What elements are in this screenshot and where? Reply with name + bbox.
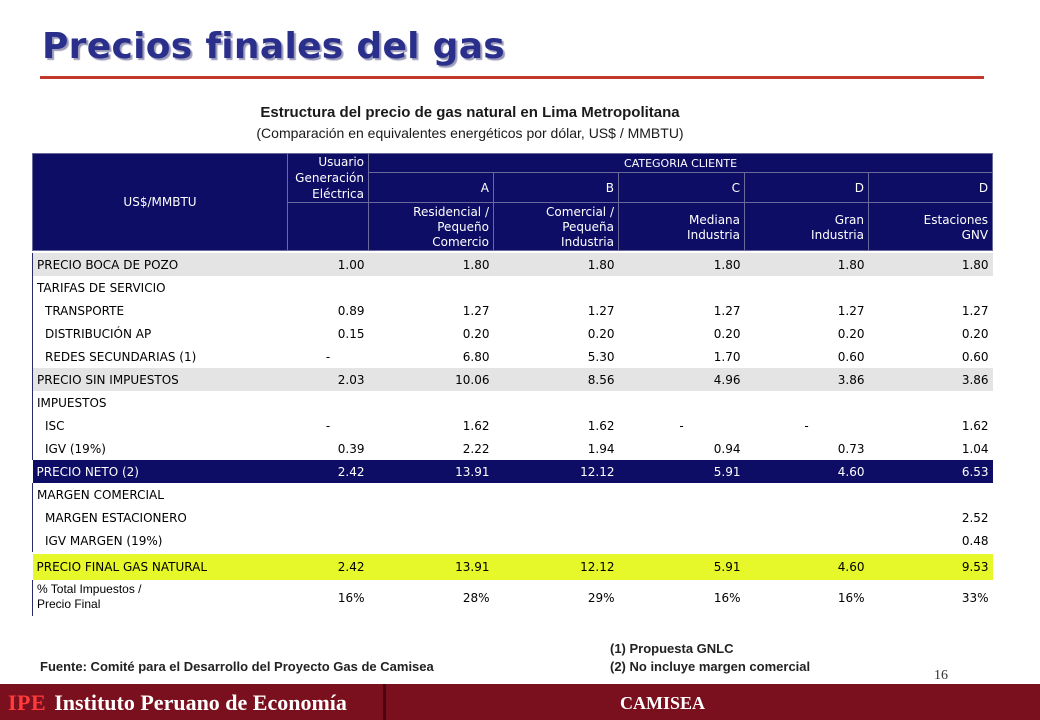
cell-value — [619, 483, 745, 506]
cell-value: 0.60 — [961, 349, 989, 364]
table-row — [33, 437, 993, 460]
cell-value: 5.30 — [587, 349, 615, 364]
segment-line: Gran — [834, 212, 864, 227]
cell-value: 1.27 — [462, 303, 490, 318]
footer-brand — [8, 690, 347, 716]
title-rule — [40, 76, 984, 79]
row-label: IMPUESTOS — [33, 391, 288, 414]
cell-value — [494, 529, 619, 552]
cell-value: 1.62 — [462, 418, 490, 433]
category-header: CATEGORIA CLIENTE — [369, 154, 993, 173]
page-number: 16 — [934, 668, 948, 683]
cell-value: 5.91 — [619, 554, 745, 580]
cell-value: 1.94 — [587, 441, 615, 456]
cell-value: 12.12 — [494, 460, 619, 483]
cell-value: 1.80 — [745, 253, 869, 276]
letter-d2: D — [869, 173, 993, 203]
cell-value — [745, 506, 869, 529]
price-table-container — [32, 153, 992, 616]
cell-value: 0.20 — [713, 326, 741, 341]
ipe-logo-text: IPE — [8, 690, 47, 715]
cell-value — [369, 391, 494, 414]
row-label-line: % Total Impuestos / — [37, 582, 142, 596]
cell-value: 1.27 — [961, 303, 989, 318]
table-row — [33, 345, 993, 368]
row-label: PRECIO NETO (2) — [33, 460, 288, 483]
cell-value: 0.73 — [837, 441, 865, 456]
cell-value: 2.42 — [288, 460, 369, 483]
cell-value: 0.20 — [961, 326, 989, 341]
segment-b — [494, 203, 619, 251]
cell-value: 12.12 — [494, 554, 619, 580]
cell-value — [288, 483, 369, 506]
row-label: PRECIO BOCA DE POZO — [33, 253, 288, 276]
cell-value: - — [804, 418, 809, 433]
cell-value: 2.03 — [288, 368, 369, 391]
cell-value — [288, 391, 369, 414]
cell-value: 1.80 — [494, 253, 619, 276]
cell-value: 0.60 — [837, 349, 865, 364]
header-row-category — [33, 154, 993, 173]
cell-value: 8.56 — [494, 368, 619, 391]
row-label: MARGEN ESTACIONERO — [33, 506, 288, 529]
letter-d: D — [745, 173, 869, 203]
cell-value: 0.20 — [837, 326, 865, 341]
segment-line: Industria — [811, 227, 864, 242]
segment-line: GNV — [961, 227, 989, 242]
cell-value: 0.15 — [337, 326, 365, 341]
cell-value — [494, 391, 619, 414]
segment-c — [619, 203, 745, 251]
row-label: REDES SECUNDARIAS (1) — [33, 345, 288, 368]
cell-value — [619, 529, 745, 552]
cell-value — [745, 483, 869, 506]
segment-d1 — [745, 203, 869, 251]
cell-value: 1.70 — [713, 349, 741, 364]
segment-line: Comercio — [432, 235, 489, 249]
cell-value — [869, 483, 993, 506]
footnote-2: (2) No incluye margen comercial — [610, 659, 811, 674]
row-label: PRECIO FINAL GAS NATURAL — [33, 554, 288, 580]
segment-line: Residencial / — [413, 205, 489, 219]
segment-line: Pequeño — [437, 220, 489, 234]
cell-value: 0.94 — [713, 441, 741, 456]
row-label: MARGEN COMERCIAL — [33, 483, 288, 506]
cell-value — [869, 276, 993, 299]
cell-value: 2.52 — [961, 510, 989, 525]
cell-value: 5.91 — [619, 460, 745, 483]
row-label: TARIFAS DE SERVICIO — [33, 276, 288, 299]
cell-value — [369, 506, 494, 529]
cell-value — [619, 391, 745, 414]
table-row — [33, 391, 993, 414]
cell-value: 0.48 — [961, 533, 989, 548]
table-row — [33, 460, 993, 483]
table-row — [33, 299, 993, 322]
cell-value: - — [679, 418, 684, 433]
segment-d2 — [869, 203, 993, 251]
cell-value: 33% — [961, 590, 989, 605]
cell-value: 1.62 — [961, 418, 989, 433]
cell-value: 0.39 — [337, 441, 365, 456]
cell-value — [369, 276, 494, 299]
footer-divider — [383, 684, 386, 720]
footer-brand-panel — [0, 684, 383, 720]
cell-value: 29% — [587, 590, 615, 605]
segment-line: Comercial / — [546, 205, 614, 219]
table-row — [33, 554, 993, 580]
cell-value: 0.20 — [462, 326, 490, 341]
cell-value: 3.86 — [745, 368, 869, 391]
cell-value — [745, 276, 869, 299]
table-subtitle: (Comparación en equivalentes energéticos por dólar, US$ / MMBTU) — [256, 125, 684, 141]
cell-value: 4.60 — [745, 554, 869, 580]
letter-a: A — [369, 173, 494, 203]
segment-line: Pequeña — [562, 220, 614, 234]
table-row — [33, 483, 993, 506]
project-name: CAMISEA — [620, 693, 706, 713]
cell-value: 1.27 — [713, 303, 741, 318]
cell-value: - — [325, 418, 331, 433]
cell-value — [288, 276, 369, 299]
cell-value — [288, 529, 369, 552]
cell-value — [288, 506, 369, 529]
table-title: Estructura del precio de gas natural en Lima Metropolitana — [260, 104, 680, 121]
row-label-line: Precio Final — [37, 597, 101, 611]
footnotes — [610, 640, 810, 676]
institute-name: Instituto Peruano de Economía — [54, 690, 347, 715]
letter-c: C — [619, 173, 745, 203]
cell-value — [494, 483, 619, 506]
user-header-line: Generación — [295, 171, 364, 185]
cell-value: 2.42 — [288, 554, 369, 580]
cell-value: 1.62 — [587, 418, 615, 433]
row-label: IGV MARGEN (19%) — [33, 529, 288, 552]
cell-value — [745, 391, 869, 414]
segment-line: Mediana — [689, 212, 740, 227]
table-row — [33, 414, 993, 437]
cell-value: 1.00 — [288, 253, 369, 276]
segment-line: Estaciones — [923, 212, 989, 227]
unit-header: US$/MMBTU — [33, 154, 288, 251]
user-header-line: Usuario — [318, 155, 364, 169]
cell-value: 4.96 — [619, 368, 745, 391]
cell-value — [369, 483, 494, 506]
cell-value: 0.20 — [587, 326, 615, 341]
cell-value: 2.22 — [462, 441, 490, 456]
cell-value: 6.53 — [869, 460, 993, 483]
cell-value: - — [325, 349, 331, 364]
cell-value: 16% — [837, 590, 865, 605]
table-row — [33, 506, 993, 529]
table-row — [33, 368, 993, 391]
table-row — [33, 580, 993, 616]
source-note: Fuente: Comité para el Desarrollo del Proyecto Gas de Camisea — [40, 659, 434, 674]
row-label: IGV (19%) — [33, 437, 288, 460]
cell-value: 3.86 — [869, 368, 993, 391]
letter-b: B — [494, 173, 619, 203]
row-label: TRANSPORTE — [33, 299, 288, 322]
cell-value: 16% — [713, 590, 741, 605]
cell-value: 4.60 — [745, 460, 869, 483]
segment-a — [369, 203, 494, 251]
cell-value — [619, 506, 745, 529]
cell-value — [745, 529, 869, 552]
cell-value — [619, 276, 745, 299]
cell-value: 1.80 — [619, 253, 745, 276]
cell-value — [869, 391, 993, 414]
cell-value: 10.06 — [369, 368, 494, 391]
row-label: PRECIO SIN IMPUESTOS — [33, 368, 288, 391]
table-row — [33, 253, 993, 276]
row-label — [33, 580, 288, 616]
table-row — [33, 276, 993, 299]
cell-value: 28% — [462, 590, 490, 605]
cell-value: 1.80 — [869, 253, 993, 276]
user-header-line: Eléctrica — [312, 187, 364, 201]
segment-line: Industria — [561, 235, 614, 249]
cell-value: 6.80 — [462, 349, 490, 364]
table-row — [33, 322, 993, 345]
cell-value — [494, 276, 619, 299]
cell-value: 13.91 — [369, 460, 494, 483]
cell-value: 16% — [337, 590, 365, 605]
page-title: Precios finales del gas — [42, 26, 506, 67]
price-table — [32, 153, 993, 616]
footnote-1: (1) Propuesta GNLC — [610, 641, 734, 656]
cell-value: 13.91 — [369, 554, 494, 580]
cell-value: 1.80 — [369, 253, 494, 276]
cell-value: 1.27 — [837, 303, 865, 318]
row-label: DISTRIBUCIÓN AP — [33, 322, 288, 345]
user-header — [288, 154, 369, 203]
cell-value: 1.27 — [587, 303, 615, 318]
footer-bar — [0, 684, 1040, 720]
cell-value: 1.04 — [961, 441, 989, 456]
cell-value — [369, 529, 494, 552]
segment-line: Industria — [687, 227, 740, 242]
row-label: ISC — [33, 414, 288, 437]
cell-value: 0.89 — [337, 303, 365, 318]
table-row — [33, 529, 993, 552]
cell-value: 9.53 — [869, 554, 993, 580]
cell-value — [494, 506, 619, 529]
